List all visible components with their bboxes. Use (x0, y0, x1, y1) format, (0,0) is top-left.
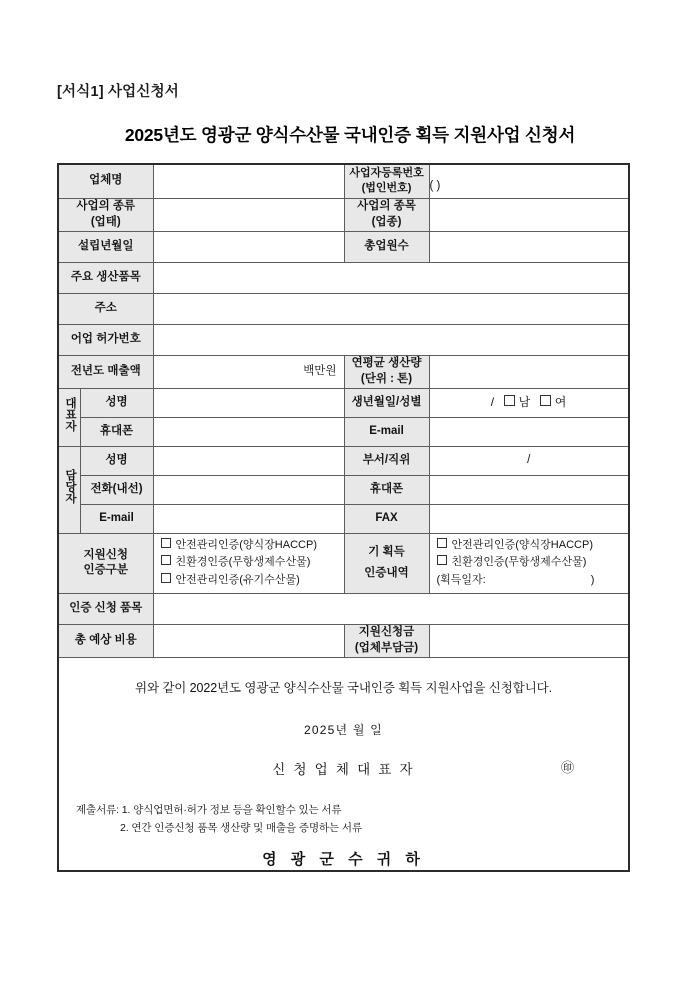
company-name-field[interactable] (153, 164, 344, 198)
biz-reg-no-label-line2: (법인번호) (361, 182, 412, 195)
biz-reg-no-label (344, 164, 429, 198)
held-cert-option-1[interactable] (437, 537, 623, 555)
apply-cert-option-2-label: 친환경인증(무항생제수산물) (175, 556, 311, 569)
support-amount-label-line2: (업체부담금) (354, 641, 419, 654)
checkbox-icon[interactable] (437, 538, 447, 548)
biz-type-label-line2: (업태) (90, 215, 121, 228)
attachment-item-2: 2. 연간 인증신청 품목 생산량 및 매출을 증명하는 서류 (120, 821, 362, 834)
employees-label: 총업원수 (344, 231, 429, 262)
address-field[interactable] (153, 293, 629, 324)
rep-mobile-field[interactable] (153, 417, 344, 446)
form-tag: [서식1] 사업신청서 (57, 84, 179, 100)
apply-cert-options (153, 533, 344, 593)
held-cert-options (429, 533, 629, 593)
rep-name-label: 성명 (80, 388, 153, 417)
contact-group-label-text: 담당자 (64, 469, 77, 504)
table-row-fishery-license (58, 324, 629, 355)
declaration-date[interactable]: 2025년 월 일 (304, 722, 383, 737)
table-row-founded (58, 231, 629, 262)
table-row-company-name (58, 164, 629, 198)
table-row-contact-name (58, 446, 629, 475)
avg-production-label-line2: (단위 : 톤) (360, 372, 413, 385)
total-cost-label: 총 예상 비용 (58, 624, 153, 657)
signer-line: 신 청 업 체 대 표 자 (272, 761, 415, 777)
founded-date-label: 설립년월일 (58, 231, 153, 262)
held-cert-label-line2: 인증내역 (364, 567, 409, 580)
employees-field[interactable] (429, 231, 629, 262)
checkbox-icon[interactable] (161, 538, 171, 548)
gender-male-label: 남 (518, 395, 531, 410)
attachment-item-2-row (76, 819, 362, 837)
last-year-sales-label: 전년도 매출액 (58, 355, 153, 388)
contact-mobile-label: 휴대폰 (344, 475, 429, 504)
avg-production-label-line1: 연평균 생산량 (351, 356, 422, 369)
apply-cert-option-1[interactable] (161, 537, 338, 555)
table-row-declaration (58, 657, 629, 871)
gender-selector[interactable] (430, 394, 629, 410)
held-cert-option-1-label: 안전관리인증(양식장HACCP) (451, 538, 593, 551)
rep-mobile-label: 휴대폰 (80, 417, 153, 446)
contact-phone-field[interactable] (153, 475, 344, 504)
biz-type-field[interactable] (153, 198, 344, 231)
biz-type-label-line1: 사업의 종류 (76, 199, 136, 212)
held-cert-date-suffix: ) (590, 574, 595, 587)
support-amount-field[interactable] (429, 624, 629, 657)
support-amount-label-line1: 지원신청금 (358, 626, 415, 639)
apply-cert-label (58, 533, 153, 593)
table-row-contact-email (58, 504, 629, 533)
declaration-statement: 위와 같이 2022년도 영광군 양식수산물 국내인증 획득 지원사업을 신청합니다. (135, 680, 553, 695)
biz-reg-no-label-line1: 사업자등록번호 (349, 167, 424, 180)
table-row-cert-item (58, 593, 629, 624)
table-row-certifications (58, 533, 629, 593)
representative-group-label (58, 388, 80, 446)
support-amount-label (344, 624, 429, 657)
biz-type-label (58, 198, 153, 231)
gender-female-label: 여 (554, 395, 567, 410)
contact-name-field[interactable] (153, 446, 344, 475)
rep-birth-gender-label: 생년월일/성별 (344, 388, 429, 417)
table-row-main-products (58, 262, 629, 293)
fishery-license-label: 어업 허가번호 (58, 324, 153, 355)
total-cost-field[interactable] (153, 624, 344, 657)
seal-stamp-icon[interactable]: ㊞ (561, 759, 575, 775)
biz-reg-no-field[interactable]: ( ) (429, 164, 629, 198)
apply-cert-option-1-label: 안전관리인증(양식장HACCP) (175, 538, 317, 551)
representative-group-label-text: 대표자 (64, 396, 77, 432)
attachment-item-1: 제출서류: 1. 양식업면허·허가 정보 등을 확인할수 있는 서류 (76, 803, 342, 816)
company-name-label: 업체명 (58, 164, 153, 198)
contact-dept-field[interactable]: / (429, 446, 629, 475)
rep-name-field[interactable] (153, 388, 344, 417)
held-cert-date-prefix: (획득일자: (436, 574, 486, 587)
held-cert-label-line1: 기 획득 (368, 545, 405, 558)
checkbox-icon[interactable] (161, 555, 171, 565)
cert-item-field[interactable] (153, 593, 629, 624)
contact-email-label: E-mail (80, 504, 153, 533)
application-form-table (57, 163, 630, 872)
apply-cert-option-2[interactable] (161, 554, 338, 572)
rep-email-field[interactable] (429, 417, 629, 446)
fishery-license-field[interactable] (153, 324, 629, 355)
contact-group-label (58, 446, 80, 533)
apply-cert-label-line1: 지원신청 (83, 548, 128, 561)
rep-email-label: E-mail (344, 417, 429, 446)
avg-production-label (344, 355, 429, 388)
held-cert-option-2-label: 친환경인증(무항생제수산물) (451, 556, 587, 569)
biz-item-field[interactable] (429, 198, 629, 231)
avg-production-field[interactable] (429, 355, 629, 388)
declaration-block (58, 657, 629, 871)
held-cert-label (344, 533, 429, 593)
biz-item-label-line1: 사업의 종목 (357, 199, 416, 212)
last-year-sales-field[interactable] (153, 355, 344, 388)
contact-fax-field[interactable] (429, 504, 629, 533)
page-title: 2025년도 영광군 양식수산물 국내인증 획득 지원사업 신청서 (124, 125, 576, 145)
contact-email-field[interactable] (153, 504, 344, 533)
contact-fax-label: FAX (344, 504, 429, 533)
main-products-field[interactable] (153, 262, 629, 293)
contact-mobile-field[interactable] (429, 475, 629, 504)
apply-cert-option-3[interactable] (161, 572, 338, 590)
held-cert-date-row[interactable] (437, 572, 623, 590)
table-row-rep-name (58, 388, 629, 417)
founded-date-field[interactable] (153, 231, 344, 262)
attachment-list (76, 801, 362, 837)
address-label: 주소 (58, 293, 153, 324)
recipient-line: 영 광 군 수 귀 하 (262, 850, 425, 868)
held-cert-option-2[interactable] (437, 554, 623, 572)
table-row-contact-phone (58, 475, 629, 504)
checkbox-icon[interactable] (437, 555, 447, 565)
table-row-rep-contact (58, 417, 629, 446)
table-row-total-cost (58, 624, 629, 657)
checkbox-icon[interactable] (161, 573, 171, 583)
biz-item-label-line2: (업종) (371, 215, 402, 228)
table-row-address (58, 293, 629, 324)
contact-phone-label: 전화(내선) (80, 475, 153, 504)
apply-cert-option-3-label: 안전관리인증(유기수산물) (175, 574, 300, 587)
table-row-business-type (58, 198, 629, 231)
table-row-sales (58, 355, 629, 388)
contact-name-label: 성명 (80, 446, 153, 475)
held-cert-checkbox-list (430, 534, 629, 593)
main-products-label: 주요 생산품목 (58, 262, 153, 293)
apply-cert-label-line2: 인증구분 (83, 564, 128, 577)
cert-item-label: 인증 신청 품목 (58, 593, 153, 624)
birthdate-slash: / (490, 395, 495, 410)
contact-dept-label: 부서/직위 (344, 446, 429, 475)
rep-birth-gender-field[interactable] (429, 388, 629, 417)
biz-item-label (344, 198, 429, 231)
sales-unit-label: 백만원 (303, 364, 337, 377)
apply-cert-checkbox-list (154, 534, 344, 593)
checkbox-female-icon[interactable] (540, 395, 551, 406)
checkbox-male-icon[interactable] (504, 395, 515, 406)
